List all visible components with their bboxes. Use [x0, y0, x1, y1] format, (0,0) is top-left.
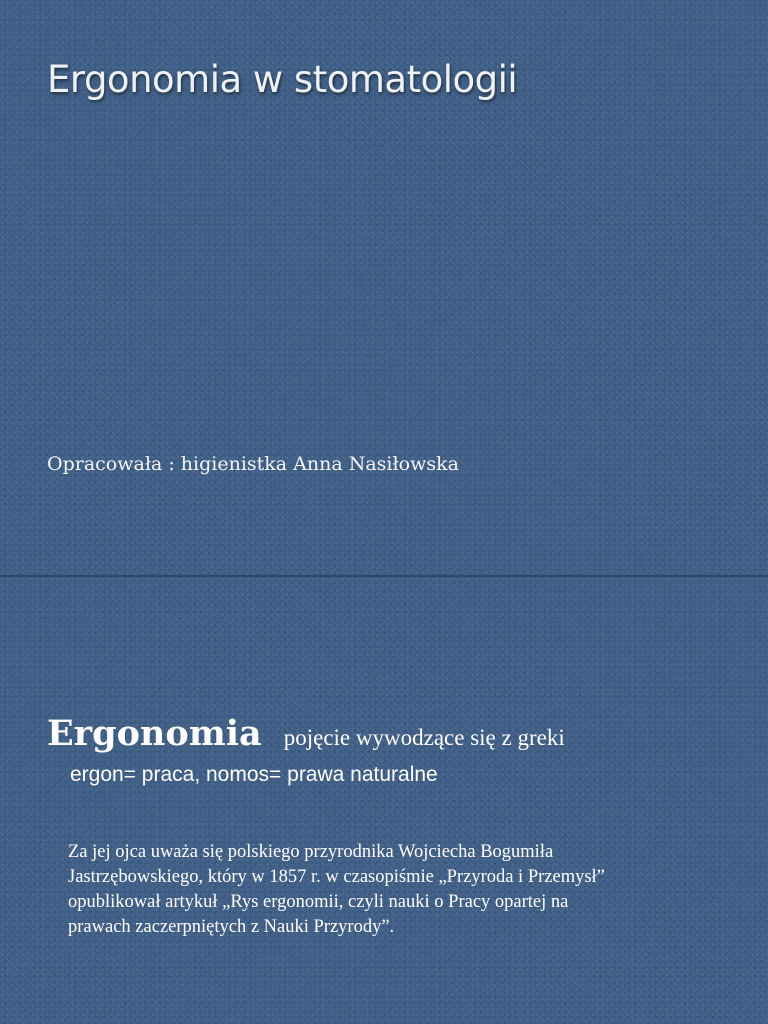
etymology-line: ergon= praca, nomos= prawa naturalne: [70, 763, 438, 786]
paragraph-line: Za jej ojca uważa się polskiego przyrodnika Wojciecha Bogumiła: [68, 842, 554, 862]
author-line: Opracowała : higienistka Anna Nasiłowska: [47, 453, 459, 475]
history-paragraph: [68, 840, 728, 940]
paragraph-line: Jastrzębowskiego, który w 1857 r. w czasopiśmie „Przyroda i Przemysł”: [68, 867, 605, 887]
slide-title: Ergonomia w stomatologii: [47, 58, 518, 101]
paragraph-line: opublikował artykuł „Rys ergonomii, czyli nauki o Pracy opartej na: [68, 892, 569, 912]
heading-definition: pojęcie wywodzące się z greki: [283, 725, 565, 750]
paragraph-line: prawach zaczerpniętych z Nauki Przyrody”.: [68, 917, 395, 937]
heading-line: [47, 713, 565, 754]
content-slide: [0, 577, 768, 1024]
heading-word: Ergonomia: [47, 713, 262, 754]
